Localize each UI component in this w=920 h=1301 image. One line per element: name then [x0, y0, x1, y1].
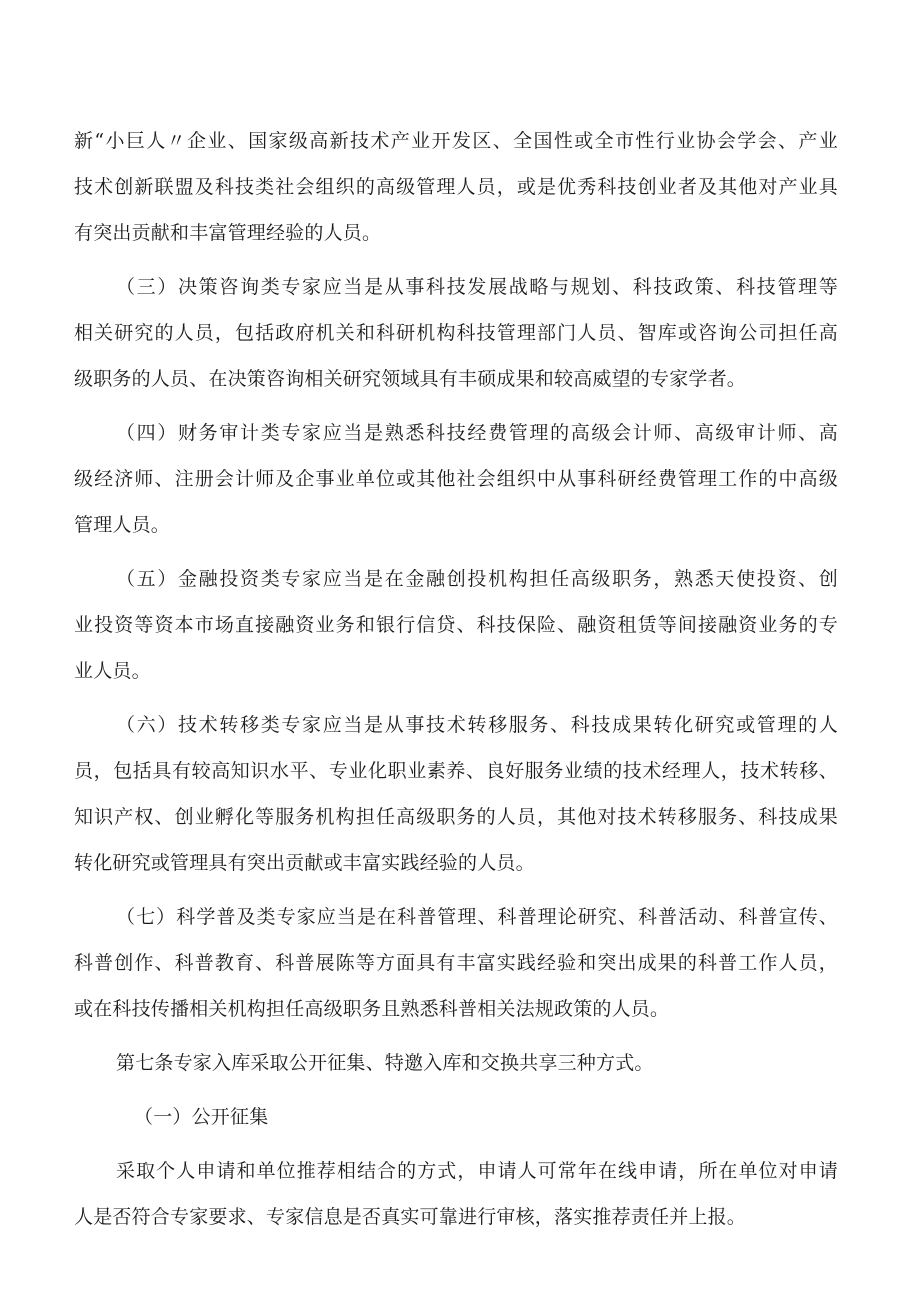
text-line: 级经济师、注册会计师及企事业单位或其他社会组织中从事科研经费管理工作的中高级 [74, 468, 838, 490]
text-line: 科普创作、科普教育、科普展陈等方面具有丰富实践经验和突出成果的科普工作人员， [74, 952, 838, 974]
text-line: 业人员。 [74, 660, 151, 682]
text-line: 业投资等资本市场直接融资业务和银行信贷、科技保险、融资租赁等间接融资业务的专 [74, 614, 838, 636]
paragraph-technology-transfer-experts [74, 702, 838, 886]
subheading-public-solicitation [74, 1094, 838, 1140]
text-line: 知识产权、创业孵化等服务机构担任高级职务的人员，其他对技术转移服务、科技成果 [74, 806, 838, 828]
text-line: 级职务的人员、在决策咨询相关研究领域具有丰硕成果和较高威望的专家学者。 [74, 368, 747, 390]
paragraph-continuation [74, 118, 838, 256]
paragraph-application-method [74, 1148, 838, 1240]
text-line: （六）技术转移类专家应当是从事技术转移服务、科技成果转化研究或管理的人 [116, 714, 838, 736]
paragraph-article-seven [74, 1040, 838, 1086]
text-line: 采取个人申请和单位推荐相结合的方式，申请人可常年在线申请，所在单位对申请 [116, 1160, 838, 1182]
text-line: 技术创新联盟及科技类社会组织的高级管理人员，或是优秀科技创业者及其他对产业具 [74, 176, 838, 198]
paragraph-decision-consulting-experts [74, 264, 838, 402]
text-line: （七）科学普及类专家应当是在科普管理、科普理论研究、科普活动、科普宣传、 [116, 906, 838, 928]
text-line: 员，包括具有较高知识水平、专业化职业素养、良好服务业绩的技术经理人，技术转移、 [74, 760, 838, 782]
text-line: （五）金融投资类专家应当是在金融创投机构担任高级职务，熟悉天使投资、创 [116, 568, 838, 590]
text-line: 有突出贡献和丰富管理经验的人员。 [74, 222, 382, 244]
text-line: 相关研究的人员，包括政府机关和科研机构科技管理部门人员、智库或咨询公司担任高 [74, 322, 838, 344]
text-line: 人是否符合专家要求、专家信息是否真实可靠进行审核，落实推荐责任并上报。 [74, 1206, 747, 1228]
paragraph-financial-investment-experts [74, 556, 838, 694]
text-line: 转化研究或管理具有突出贡献或丰富实践经验的人员。 [74, 852, 535, 874]
text-line: 或在科技传播相关机构担任高级职务且熟悉科普相关法规政策的人员。 [74, 998, 670, 1020]
text-line: 第七条专家入库采取公开征集、特邀入库和交换共享三种方式。 [116, 1052, 654, 1074]
document-page [74, 118, 838, 1248]
paragraph-financial-audit-experts [74, 410, 838, 548]
text-line: 管理人员。 [74, 514, 171, 536]
text-line: （一）公开征集 [134, 1106, 269, 1128]
text-line: （三）决策咨询类专家应当是从事科技发展战略与规划、科技政策、科技管理等 [116, 276, 838, 298]
text-line: 新“小巨人〃企业、国家级高新技术产业开发区、全国性或全市性行业协会学会、产业 [74, 130, 838, 152]
text-line: （四）财务审计类专家应当是熟悉科技经费管理的高级会计师、高级审计师、高 [116, 422, 838, 444]
paragraph-science-popularization-experts [74, 894, 838, 1032]
